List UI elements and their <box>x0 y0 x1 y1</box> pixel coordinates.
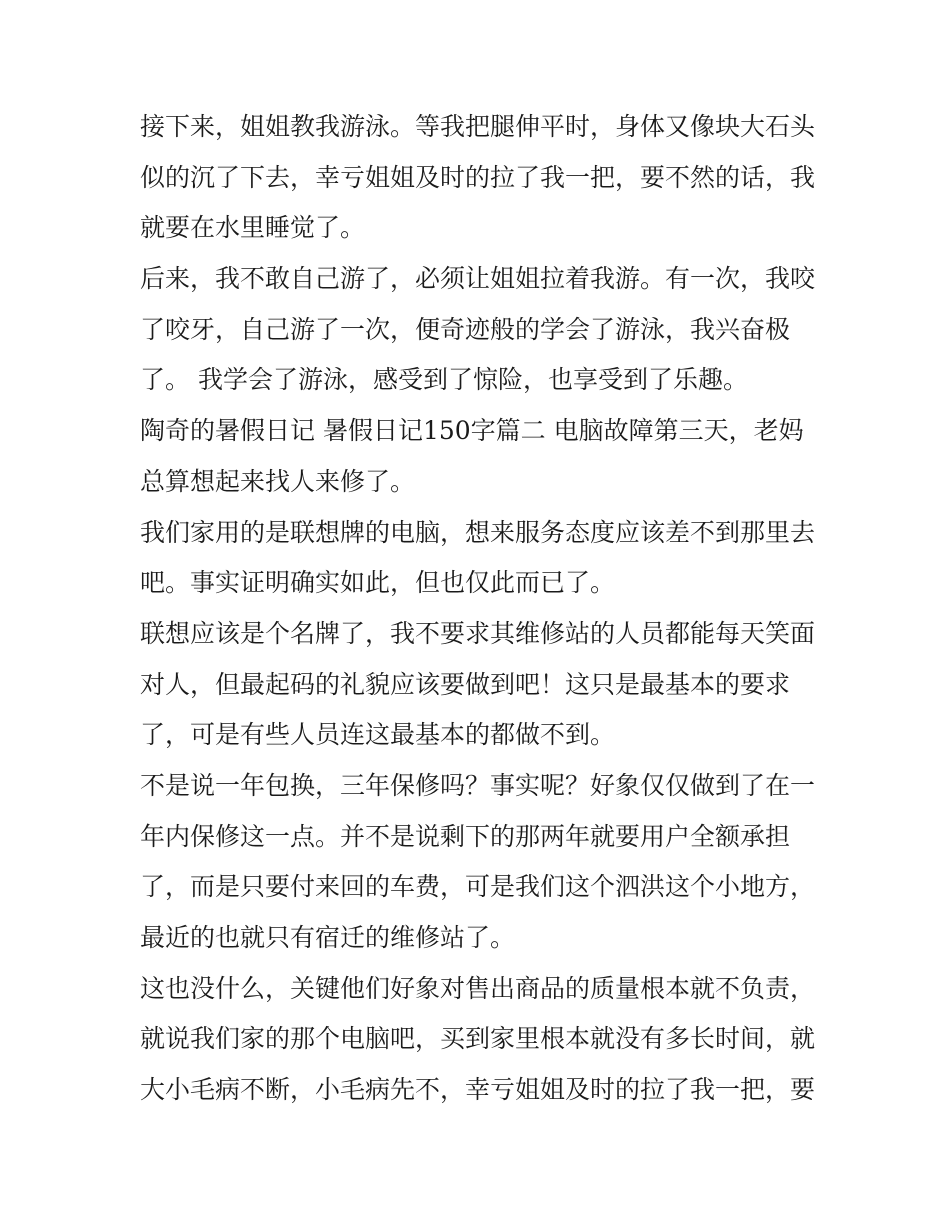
text-line: 总算想起来找人来修了。 <box>140 466 416 496</box>
text-line: 就说我们家的那个电脑吧，买到家里根本就没有多长时间，就 <box>140 1024 816 1054</box>
text-line: 我们家用的是联想牌的电脑，想来服务态度应该差不到那里去 <box>140 517 816 547</box>
text-line: 陶奇的暑假日记 暑假日记150字篇二 电脑故障第三天，老妈 <box>140 416 804 446</box>
text-line: 后来，我不敢自己游了，必须让姐姐拉着我游。有一次，我咬 <box>140 264 816 294</box>
text-line: 对人，但最起码的礼貌应该要做到吧！这只是最基本的要求 <box>140 669 791 699</box>
text-line: 大小毛病不断，小毛病先不，幸亏姐姐及时的拉了我一把，要 <box>140 1075 816 1105</box>
text-line: 这也没什么，关键他们好象对售出商品的质量根本就不负责， <box>140 973 816 1003</box>
text-line: 联想应该是个名牌了，我不要求其维修站的人员都能每天笑面 <box>140 618 816 648</box>
text-line: 了，而是只要付来回的车费，可是我们这个泗洪这个小地方， <box>140 872 816 902</box>
text-line: 不是说一年包换，三年保修吗？事实呢？好象仅仅做到了在一 <box>140 770 816 800</box>
text-line: 吧。事实证明确实如此，但也仅此而已了。 <box>140 568 616 598</box>
text-line: 年内保修这一点。并不是说剩下的那两年就要用户全额承担 <box>140 821 791 851</box>
text-line: 了咬牙，自己游了一次，便奇迹般的学会了游泳，我兴奋极 <box>140 314 791 344</box>
text-line: 了。 我学会了游泳，感受到了惊险，也享受到了乐趣。 <box>140 365 748 395</box>
text-line: 就要在水里睡觉了。 <box>140 213 366 243</box>
text-line: 最近的也就只有宿迁的维修站了。 <box>140 923 516 952</box>
text-line: 接下来，姐姐教我游泳。等我把腿伸平时，身体又像块大石头 <box>140 112 816 141</box>
document-body <box>140 102 820 1116</box>
text-line: 似的沉了下去，幸亏姐姐及时的拉了我一把，要不然的话，我 <box>140 162 816 192</box>
text-line: 了，可是有些人员连这最基本的都做不到。 <box>140 720 616 750</box>
